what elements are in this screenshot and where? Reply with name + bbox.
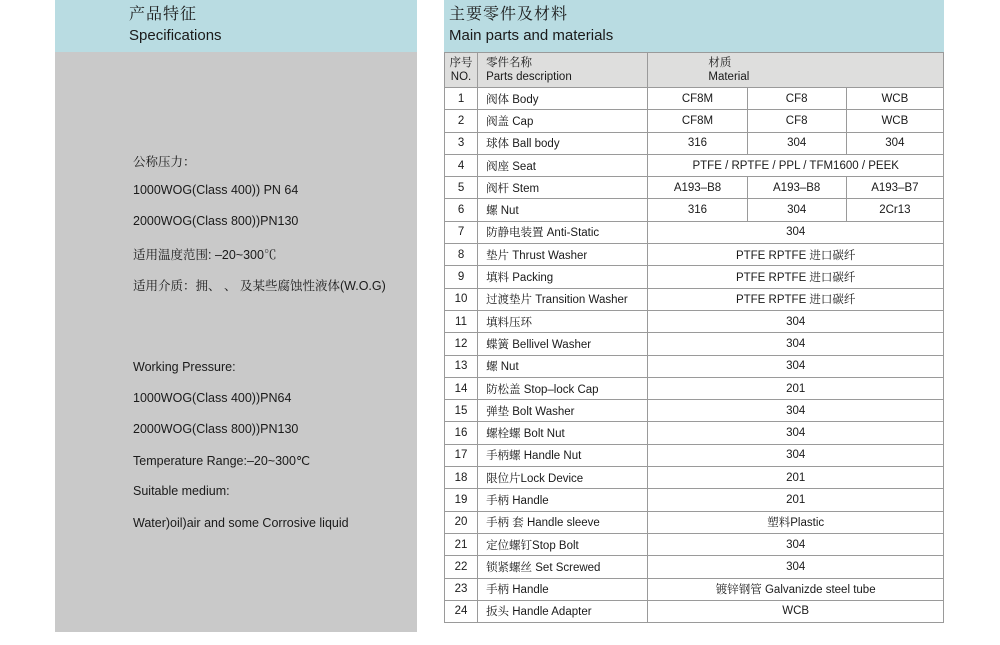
cell-no: 4: [445, 154, 478, 176]
cell-no: 23: [445, 578, 478, 600]
spec-line: Suitable medium:: [133, 484, 230, 498]
header-material-cn: 材质: [708, 57, 732, 69]
cell-part-name: 防静电装置 Anti-Static: [478, 221, 648, 243]
table-header: [445, 53, 944, 88]
cell-part-name: 垫片 Thrust Washer: [478, 244, 648, 266]
cell-material: PTFE / RPTFE / PPL / TFM1600 / PEEK: [648, 154, 944, 176]
header-material-en: Material: [708, 71, 750, 83]
table-row: [445, 467, 944, 489]
cell-material: 304: [747, 199, 846, 221]
cell-no: 15: [445, 400, 478, 422]
table-row: [445, 132, 944, 154]
table-body: [445, 88, 944, 623]
main-parts-title-cn: 主要零件及材料: [449, 6, 569, 23]
cell-part-name: 阀座 Seat: [478, 154, 648, 176]
table-row: [445, 422, 944, 444]
header-material: [648, 53, 944, 88]
table-row: [445, 288, 944, 310]
table-row: [445, 444, 944, 466]
cell-no: 7: [445, 221, 478, 243]
table-row: [445, 110, 944, 132]
spec-line: 2000WOG(Class 800))PN130: [133, 422, 299, 436]
cell-material: A193–B8: [648, 177, 747, 199]
cell-material: 304: [648, 400, 944, 422]
cell-part-name: 锁紧螺丝 Set Screwed: [478, 556, 648, 578]
spec-line: Working Pressure:: [133, 360, 236, 374]
cell-material: 304: [648, 355, 944, 377]
cell-no: 20: [445, 511, 478, 533]
cell-material: 304: [648, 556, 944, 578]
table-row: [445, 377, 944, 399]
table-row: [445, 244, 944, 266]
table-row: [445, 600, 944, 622]
cell-material: PTFE RPTFE 进口碳纤: [648, 266, 944, 288]
cell-part-name: 螺栓螺 Bolt Nut: [478, 422, 648, 444]
cell-no: 14: [445, 377, 478, 399]
cell-part-name: 手柄 套 Handle sleeve: [478, 511, 648, 533]
cell-no: 1: [445, 88, 478, 110]
cell-no: 17: [445, 444, 478, 466]
header-name-cn: 零件名称: [486, 57, 533, 69]
table-row: [445, 88, 944, 110]
header-no-en: NO.: [450, 71, 472, 83]
cell-material: 304: [846, 132, 943, 154]
cell-material: 304: [747, 132, 846, 154]
cell-material: 201: [648, 489, 944, 511]
table-row: [445, 310, 944, 332]
cell-no: 21: [445, 533, 478, 555]
cell-no: 13: [445, 355, 478, 377]
spec-line: Water)oil)air and some Corrosive liquid: [133, 516, 349, 530]
cell-part-name: 限位片Lock Device: [478, 467, 648, 489]
cell-no: 19: [445, 489, 478, 511]
table-row: [445, 578, 944, 600]
cell-no: 2: [445, 110, 478, 132]
cell-part-name: 手柄螺 Handle Nut: [478, 444, 648, 466]
cell-no: 5: [445, 177, 478, 199]
spec-line: 适用介质：拥、 、 及某些腐蚀性液体(W.O.G): [133, 279, 386, 293]
table-row: [445, 556, 944, 578]
table-row: [445, 489, 944, 511]
main-parts-title-en: Main parts and materials: [449, 27, 614, 44]
cell-no: 16: [445, 422, 478, 444]
spec-line: 适用温度范围: –20~300℃: [133, 248, 277, 262]
cell-material: A193–B7: [846, 177, 943, 199]
cell-material: WCB: [846, 110, 943, 132]
cell-material: 304: [648, 422, 944, 444]
header-name: [478, 53, 648, 88]
cell-no: 12: [445, 333, 478, 355]
cell-material: 304: [648, 444, 944, 466]
cell-material: 304: [648, 310, 944, 332]
table-row: [445, 177, 944, 199]
cell-part-name: 螺 Nut: [478, 355, 648, 377]
cell-material: CF8M: [648, 110, 747, 132]
specifications-title-en: Specifications: [129, 27, 222, 44]
spec-line: 公称压力：: [133, 155, 196, 169]
cell-no: 6: [445, 199, 478, 221]
spec-line: 1000WOG(Class 400))PN64: [133, 391, 292, 405]
cell-no: 10: [445, 288, 478, 310]
table-row: [445, 221, 944, 243]
cell-no: 24: [445, 600, 478, 622]
cell-material: CF8: [747, 110, 846, 132]
cell-material: PTFE RPTFE 进口碳纤: [648, 244, 944, 266]
table-row: [445, 533, 944, 555]
cell-part-name: 定位螺钉Stop Bolt: [478, 533, 648, 555]
table-row: [445, 266, 944, 288]
cell-no: 11: [445, 310, 478, 332]
cell-material: WCB: [648, 600, 944, 622]
table-row: [445, 400, 944, 422]
cell-material: CF8M: [648, 88, 747, 110]
table-header-row: [445, 53, 944, 88]
parts-materials-table: [444, 52, 944, 623]
cell-material: A193–B8: [747, 177, 846, 199]
cell-part-name: 填料 Packing: [478, 266, 648, 288]
cell-part-name: 弹垫 Bolt Washer: [478, 400, 648, 422]
cell-material: 316: [648, 199, 747, 221]
table-row: [445, 355, 944, 377]
cell-material: 塑料Plastic: [648, 511, 944, 533]
spec-line: 1000WOG(Class 400)) PN 64: [133, 183, 299, 197]
cell-material: 304: [648, 221, 944, 243]
specifications-panel: [55, 0, 417, 632]
cell-part-name: 过渡垫片 Transition Washer: [478, 288, 648, 310]
main-parts-header: [444, 0, 944, 52]
cell-material: 316: [648, 132, 747, 154]
spec-line: 2000WOG(Class 800))PN130: [133, 214, 299, 228]
cell-material: 镀锌钢管 Galvanizde steel tube: [648, 578, 944, 600]
header-no: [445, 53, 478, 88]
header-name-en: Parts description: [486, 71, 572, 83]
specifications-header: [55, 0, 417, 52]
cell-no: 8: [445, 244, 478, 266]
cell-part-name: 蝶簧 Bellivel Washer: [478, 333, 648, 355]
table-row: [445, 511, 944, 533]
specifications-body: [55, 52, 417, 632]
cell-part-name: 阀体 Body: [478, 88, 648, 110]
main-parts-panel: [444, 0, 944, 623]
cell-material: WCB: [846, 88, 943, 110]
cell-part-name: 扳头 Handle Adapter: [478, 600, 648, 622]
cell-part-name: 防松盖 Stop–lock Cap: [478, 377, 648, 399]
cell-no: 22: [445, 556, 478, 578]
cell-material: 201: [648, 377, 944, 399]
cell-part-name: 阀盖 Cap: [478, 110, 648, 132]
cell-material: CF8: [747, 88, 846, 110]
cell-material: 201: [648, 467, 944, 489]
cell-material: 304: [648, 533, 944, 555]
table-row: [445, 154, 944, 176]
cell-material: 2Cr13: [846, 199, 943, 221]
cell-no: 18: [445, 467, 478, 489]
cell-part-name: 填料压环: [478, 310, 648, 332]
table-row: [445, 199, 944, 221]
table-row: [445, 333, 944, 355]
header-no-cn: 序号: [449, 57, 473, 69]
cell-part-name: 手柄 Handle: [478, 578, 648, 600]
cell-part-name: 球体 Ball body: [478, 132, 648, 154]
cell-material: PTFE RPTFE 进口碳纤: [648, 288, 944, 310]
cell-part-name: 阀杆 Stem: [478, 177, 648, 199]
cell-no: 9: [445, 266, 478, 288]
cell-no: 3: [445, 132, 478, 154]
cell-material: 304: [648, 333, 944, 355]
specifications-title-cn: 产品特征: [129, 6, 198, 23]
cell-part-name: 螺 Nut: [478, 199, 648, 221]
spec-line: Temperature Range:–20~300℃: [133, 454, 311, 468]
cell-part-name: 手柄 Handle: [478, 489, 648, 511]
